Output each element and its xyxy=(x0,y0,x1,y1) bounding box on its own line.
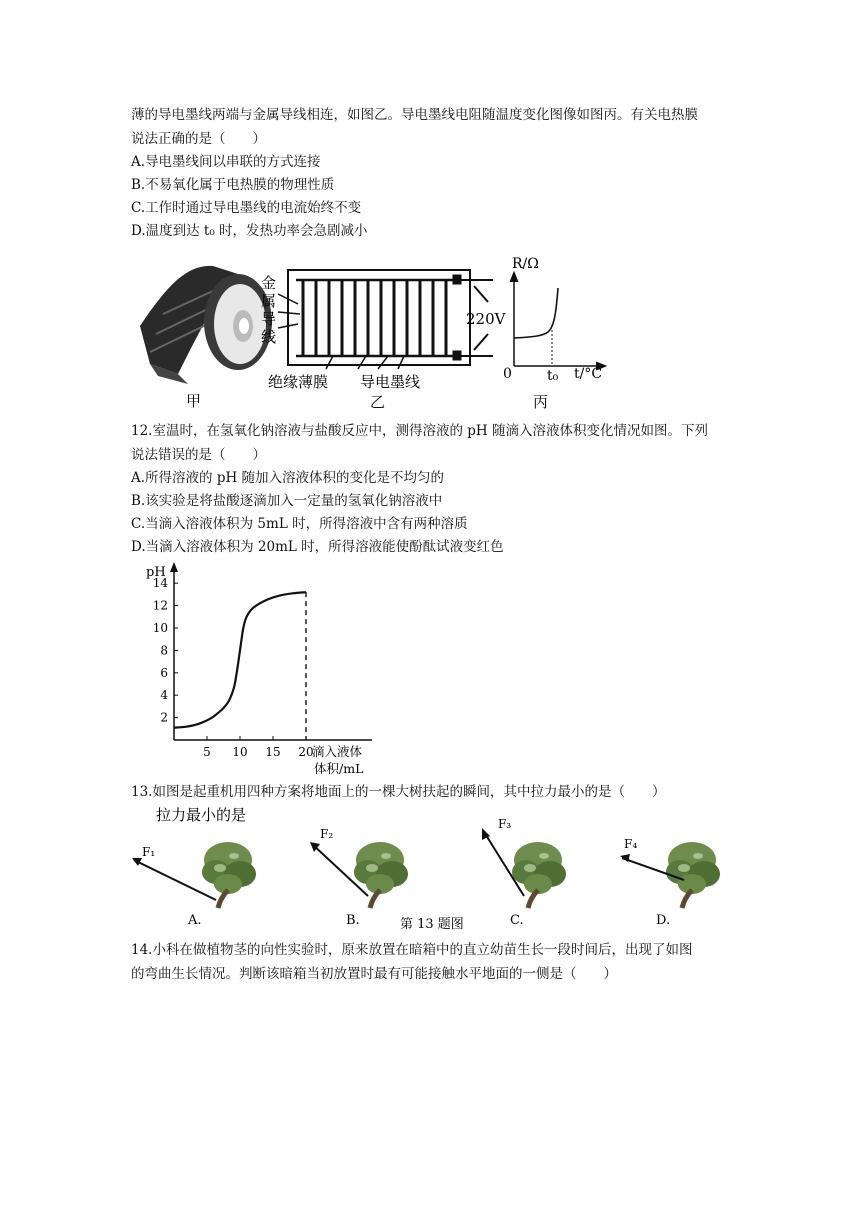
label-jia: 甲 xyxy=(186,392,202,410)
x-tick-label-10: 10 xyxy=(232,745,248,759)
metal-wire-char-4: 线 xyxy=(261,328,277,346)
q14-line2: 的弯曲生长情况。判断该暗箱当初放置时最有可能接触水平地面的一侧是（ ） xyxy=(131,966,617,982)
y-axis-arrow xyxy=(170,562,178,572)
option-d-letter: D. xyxy=(656,913,671,928)
r-axis-label: R/Ω xyxy=(512,256,539,272)
force-label-f2: F₂ xyxy=(320,827,334,841)
voltage-label: 220V xyxy=(466,310,506,328)
t0-label: t₀ xyxy=(547,368,559,384)
ph-chart xyxy=(140,558,390,780)
insulating-film-label: 绝缘薄膜 xyxy=(268,373,329,391)
x-axis-label-line2: 体积/mL xyxy=(314,761,364,776)
label-bing: 丙 xyxy=(533,393,549,411)
q12-option-d: D.当滴入溶液体积为 20mL 时，所得溶液能使酚酞试液变红色 xyxy=(131,539,504,555)
metal-wire-char-2: 属 xyxy=(261,292,277,310)
option-b-letter: B. xyxy=(346,913,360,928)
y-tick-label-10: 10 xyxy=(152,621,168,635)
q12-option-c: C.当滴入溶液体积为 5mL 时，所得溶液中含有两种溶质 xyxy=(131,516,468,532)
force-label-f3: F₃ xyxy=(498,817,512,831)
force-label-f4: F₄ xyxy=(624,837,638,851)
y-tick-label-2: 2 xyxy=(160,710,168,725)
option-b-panel xyxy=(310,827,408,928)
option-a-panel xyxy=(132,842,256,928)
q11-line1: 薄的导电墨线两端与金属导线相连，如图乙。导电墨线电阻随温度变化图像如图丙。有关电热膜 xyxy=(131,107,698,123)
x-tick-label-15: 15 xyxy=(265,745,281,759)
x-tick-label-5: 5 xyxy=(203,745,211,759)
metal-wire-char-1: 金 xyxy=(261,274,277,292)
label-yi: 乙 xyxy=(370,393,386,411)
x-axis-label-line1: 滴入液体 xyxy=(312,744,363,759)
y-tick-label-4: 4 xyxy=(160,688,168,703)
q11-line2: 说法正确的是（ ） xyxy=(131,131,266,147)
film-roll-image xyxy=(140,266,272,384)
q14-line1: 14.小科在做植物茎的向性实验时，原来放置在暗箱中的直立幼苗生长一段时间后，出现了如图 xyxy=(131,942,693,958)
y-tick-label-12: 12 xyxy=(152,598,168,613)
q11-option-d: D.温度到达 t₀ 时，发热功率会急剧减小 xyxy=(131,223,368,239)
q13-figure-title: 拉力最小的是 xyxy=(156,806,247,824)
q12-line1: 12.室温时，在氢氧化钠溶液与盐酸反应中，测得溶液的 pH 随滴入溶液体积变化情况如图。下列 xyxy=(131,423,708,439)
q13-figure xyxy=(128,800,738,935)
option-a-letter: A. xyxy=(188,913,202,928)
q11-option-c: C.工作时通过导电墨线的电流始终不变 xyxy=(131,200,362,216)
ph-curve xyxy=(174,592,306,728)
q13-text: 13.如图是起重机用四种方案将地面上的一棵大树扶起的瞬间，其中拉力最小的是（ ） xyxy=(131,784,666,800)
y-tick-label-14: 14 xyxy=(152,576,168,591)
q11-option-b: B.不易氧化属于电热膜的物理性质 xyxy=(131,177,335,193)
circuit-diagram xyxy=(278,270,493,369)
q12-option-b: B.该实验是将盐酸逐滴加入一定量的氢氧化钠溶液中 xyxy=(131,493,443,509)
q11-option-a: A.导电墨线间以串联的方式连接 xyxy=(131,154,321,170)
metal-wire-char-3: 导 xyxy=(261,310,277,328)
option-d-panel xyxy=(620,837,720,928)
option-c-panel xyxy=(482,817,566,928)
q12-option-a: A.所得溶液的 pH 随加入溶液体积的变化是不均匀的 xyxy=(131,470,445,486)
q12-line2: 说法错误的是（ ） xyxy=(131,447,266,463)
x-tick-label-20: 20 xyxy=(298,745,314,759)
y-tick-label-8: 8 xyxy=(160,643,168,658)
t-axis-label: t/°C xyxy=(574,366,603,382)
option-c-letter: C. xyxy=(510,913,524,928)
q13-caption: 第 13 题图 xyxy=(400,917,464,932)
force-label-f1: F₁ xyxy=(142,845,156,859)
ink-line-label: 导电墨线 xyxy=(360,373,421,391)
y-axis-label: pH xyxy=(146,565,166,580)
q11-figure xyxy=(128,244,618,414)
origin-label: 0 xyxy=(503,366,512,382)
resistance-graph xyxy=(510,272,606,370)
y-tick-label-6: 6 xyxy=(160,665,168,680)
